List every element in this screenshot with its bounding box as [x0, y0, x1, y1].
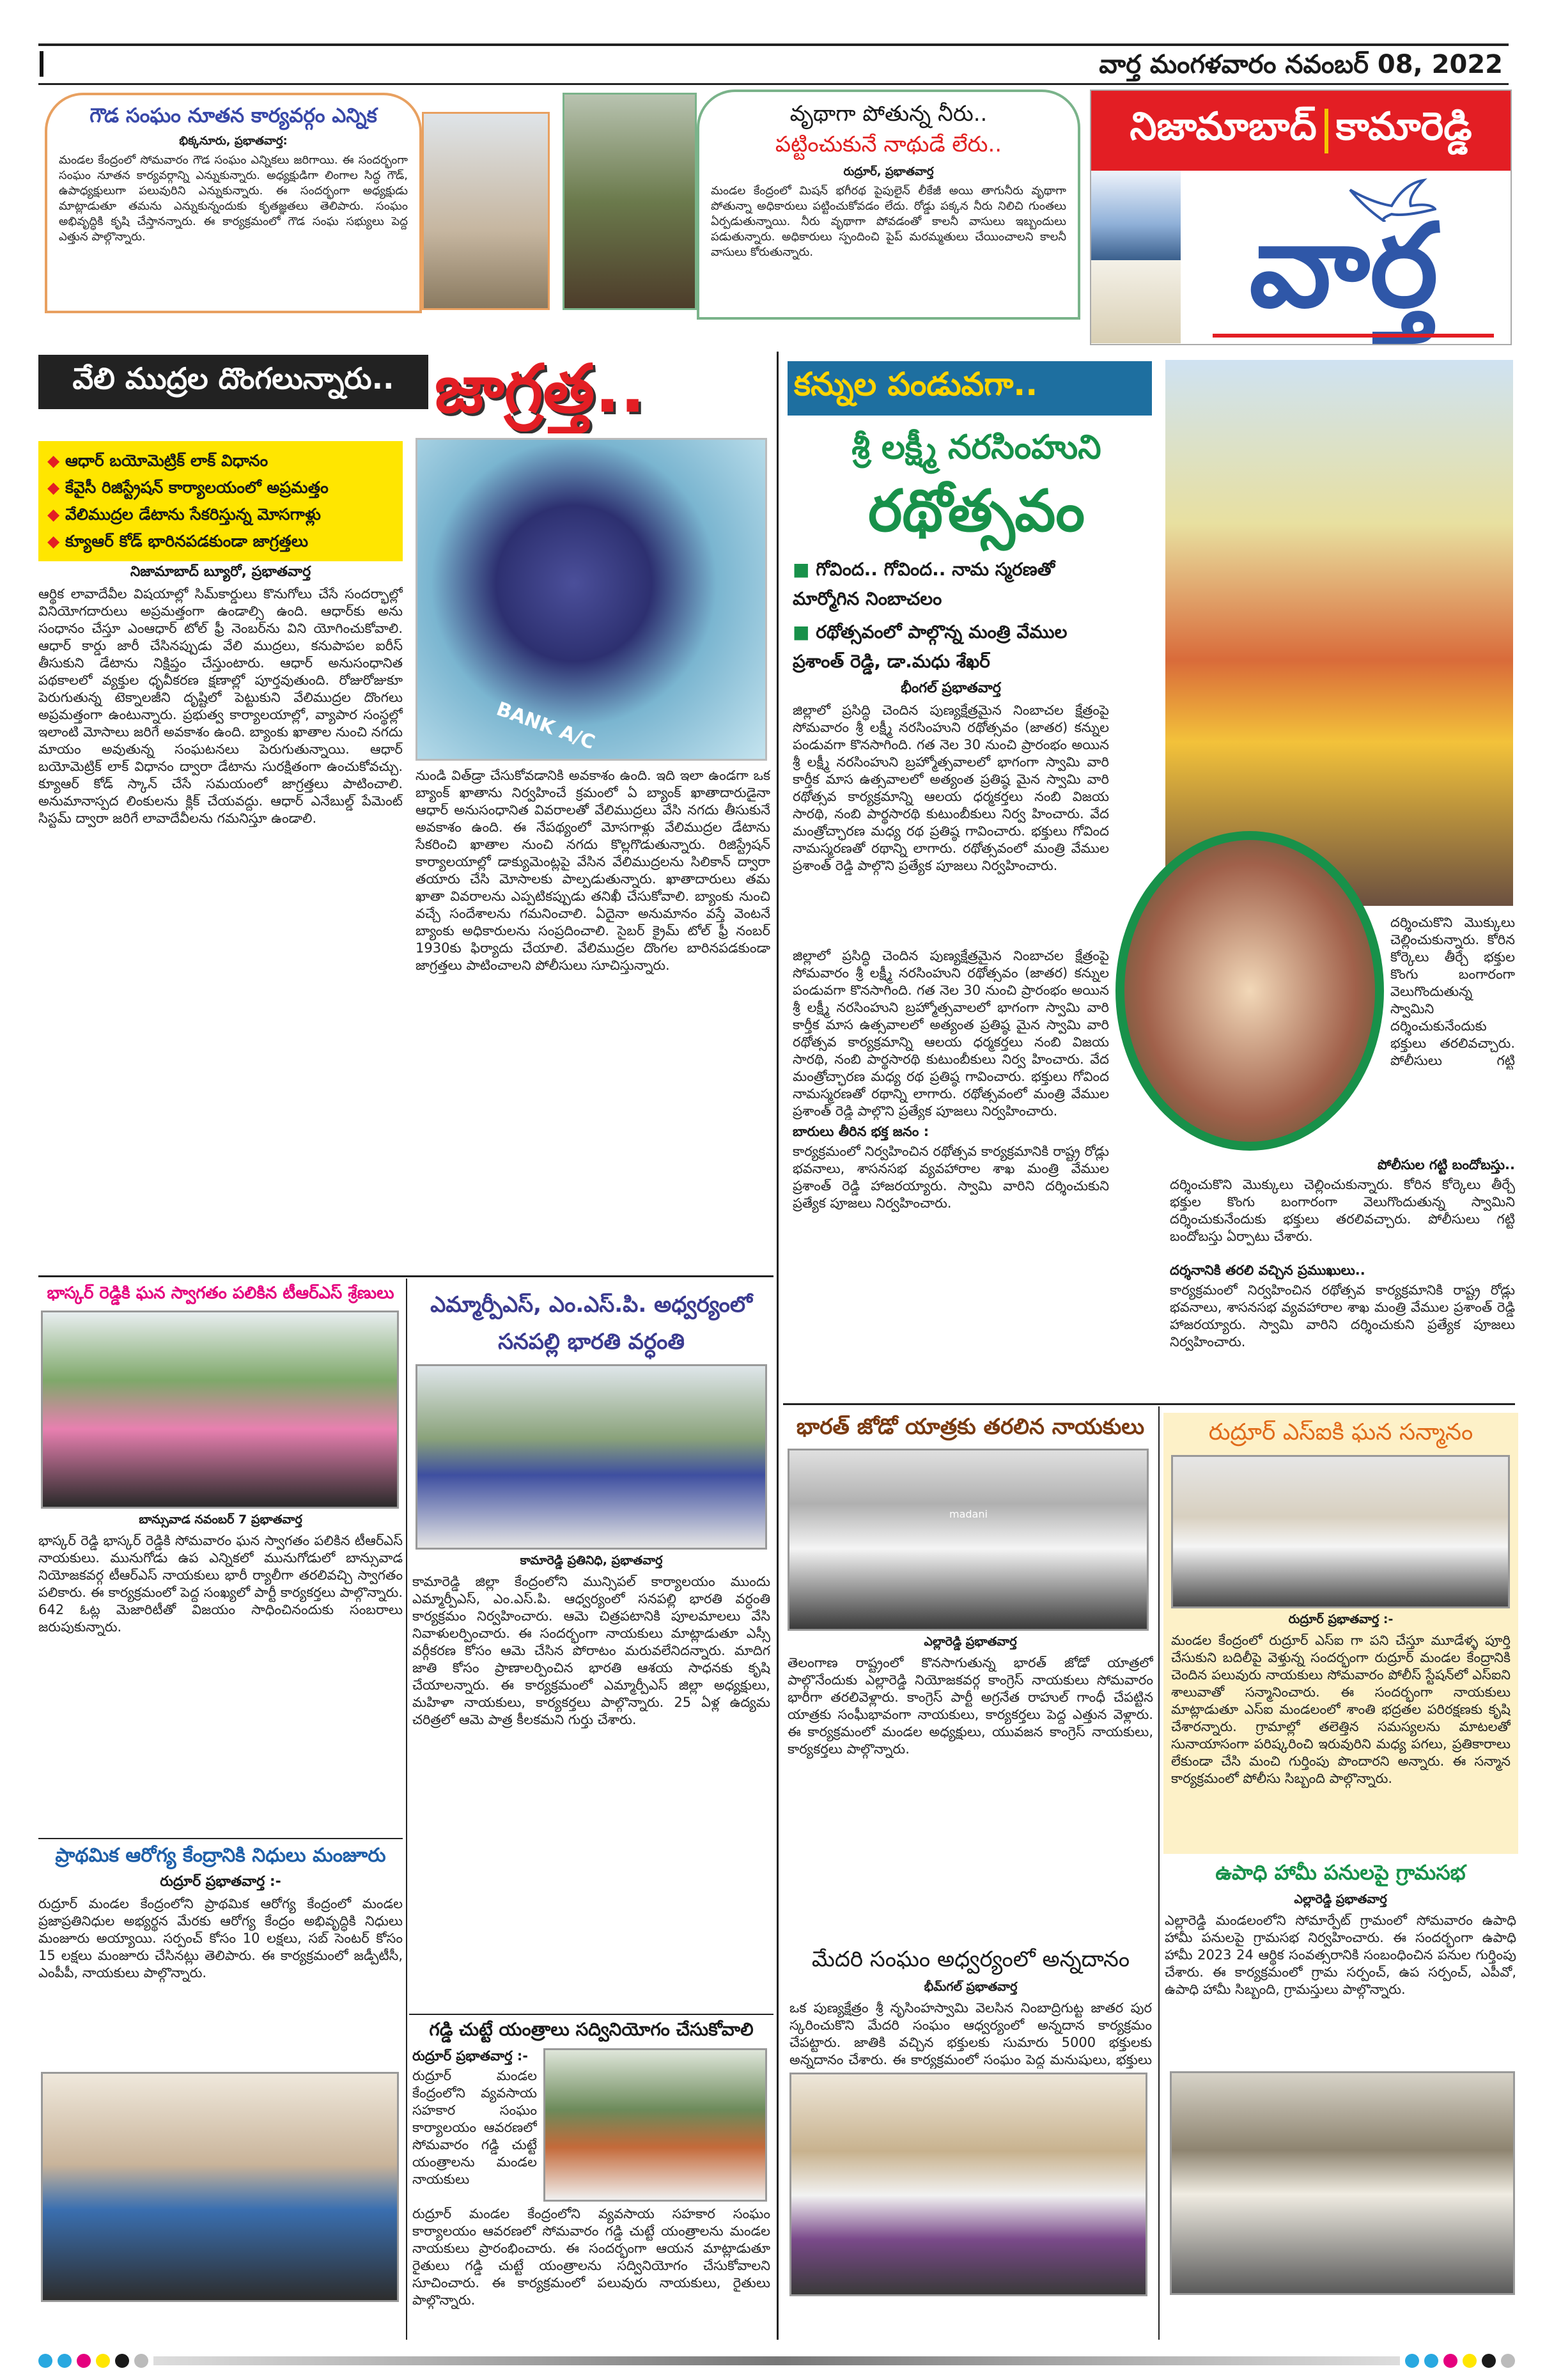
mrps-article — [412, 1286, 770, 2011]
section-rule — [409, 2014, 773, 2015]
rudrur-si-article — [1163, 1413, 1518, 1854]
fort-photo — [1091, 260, 1181, 343]
jodo-article — [788, 1414, 1153, 1941]
square-bullet-icon: ■ — [793, 621, 816, 642]
masthead-separator — [1325, 109, 1328, 153]
festival-body-3: కార్యక్రమంలో నిర్వహించిన రథోత్సవ కార్యక్రమానికి రాష్ట్ర రోడ్లు భవనాలు, శాసనసభ వ్యవహారాల శాఖ మంత్రి వేముల ప్రశాంత్ రెడ్డి హాజరయ్యారు. స్వామి వారిని దర్శించుకుని ప్రత్యేక పూజలు నిర్వహించారు. — [793, 1144, 1109, 1211]
health-dateline: రుద్రూర్ ప్రభాతవార్త :- — [160, 1874, 281, 1890]
gaddi-body-continued: రుద్రూర్ మండల కేంద్రంలోని వ్యవసాయ సహకార సంఘం కార్యాలయం ఆవరణలో సోమవారం గడ్డి చుట్టే యంత్రాలను మండల నాయకులు ప్రారంభించారు. ఈ సందర్భంగా ఆయన మాట్లాడుతూ రైతులు గడ్డి చుట్టే యంత్రాలను సద్వినియోగం చేసుకోవాలని సూచించారు. ఈ కార్యక్రమంలో పలువురు నాయకులు, రైతులు పాల్గొన్నారు. — [412, 2206, 770, 2308]
color-dot — [1424, 2354, 1438, 2368]
column-rule — [1158, 1406, 1160, 2340]
top-rule — [38, 43, 1509, 46]
upadhi-article — [1165, 1860, 1516, 2338]
gaddi-text — [412, 2048, 537, 2202]
festival-bullet: రథోత్సవంలో పాల్గొన్న మంత్రి వేముల ప్రశాంత్ రెడ్డి, డా.మధు శేఖర్ — [793, 621, 1068, 672]
festival-body-4: దర్శించుకొని మొక్కులు చెల్లించుకున్నారు. కోరిన కోర్కెలు తీర్చే భక్తుల కొంగు బంగారంగా వెలుగొందుతున్న స్వామిని దర్శించుకునేందుకు భక్తులు తరలివచ్చారు. పోలీసులు గట్టి బందోబస్తు ఏర్పాటు చేశారు. — [1170, 1177, 1515, 1244]
color-dot — [96, 2354, 110, 2368]
gaddi-photo — [543, 2048, 767, 2202]
festival-subhead: దర్శనానికి తరలి వచ్చిన ప్రముఖులు.. — [1170, 1263, 1365, 1278]
medari-dateline: భీమ్‌గల్ ప్రభాతవార్త — [924, 1980, 1018, 1994]
mrps-photo — [416, 1364, 767, 1550]
health-photo — [41, 2072, 399, 2302]
bhaskar-dateline: బాన్సువాడ నవంబర్ 7 ప్రభాతవార్త — [139, 1513, 302, 1527]
festival-body: జిల్లాలో ప్రసిద్ధి చెందిన పుణ్యక్షేత్రమైన నింబాచల క్షేత్రంపై సోమవారం శ్రీ లక్ష్మీ నరసింహుని రథోత్సవం (జాతర) కన్నుల పండువగా కొనసాగింది. గత నెల 30 నుంచి ప్రారంభం అయిన శ్రీ లక్ష్మీ నరసింహుని బ్రహ్మోత్సవాలలో భాగంగా స్వామి వారి కార్తీక మాస ఉత్సవాలలో అత్యంత ప్రతిష్ఠ మైన స్వామి వారి రథోత్సవ కార్యక్రమాన్ని ఆలయ ధర్మకర్తలు నంబి విజయ సారథి, నంబి పార్థసారథి కుటుంబీకులు నిర్వ హించారు. వేద మంత్రోచ్ఛారణ మధ్య రథ ప్రతిష్ఠ గావించారు. భక్తులు గోవింద నామస్మరణతో రథాన్ని లాగారు. రథోత్సవంలో మంత్రి వేముల ప్రశాంత్ రెడ్డి పాల్గొని ప్రత్యేక పూజలు నిర్వహించారు. — [793, 703, 1109, 873]
section-rule — [38, 1838, 403, 1839]
festival-kicker: కన్నుల పండువగా.. — [788, 361, 1152, 416]
color-dot — [58, 2354, 72, 2368]
color-dot — [38, 2354, 52, 2368]
upadhi-title: ఉపాధి హామీ పనులపై గ్రామసభ — [1215, 1860, 1466, 1885]
festival-bullet: గోవింద.. గోవింద.. నామ స్మరణతో మార్మోగిన నింబాచలం — [793, 559, 1055, 609]
upadhi-dateline: ఎల్లారెడ్డి ప్రభాతవార్త — [1294, 1892, 1387, 1906]
square-bullet-icon: ■ — [793, 559, 816, 580]
gowda-article — [45, 93, 422, 313]
festival-right-col — [1390, 914, 1515, 1151]
festival-title-1: శ్రీ లక్ష్మీ నరసింహుని — [851, 428, 1101, 467]
masthead-district-left: నిజామాబాద్ — [1130, 104, 1317, 149]
jodo-dateline: ఎల్లారెడ్డి ప్రభాతవార్త — [924, 1635, 1017, 1649]
gowda-dateline: భిక్కనూరు, ప్రభాతవార్త: — [179, 134, 288, 148]
color-dot — [77, 2354, 91, 2368]
festival-dateline: భీంగల్ ప్రభాతవార్త — [901, 680, 1001, 696]
section-rule — [783, 1403, 1515, 1405]
lead-body: ఆర్థిక లావాదేవీల విషయాల్లో సిమ్‌కార్డులు కొనుగోలు చేసే సందర్భాల్లో వినియోగదారులు అప్రమత్తంగా ఉండాల్సి ఉంది. ఆధార్‌కు అను సంధానం చేస్తూ ఎంఆధార్ టోల్ ఫ్రీ నెంబర్‌ను విని యోగించుకోవాలి. ఆధార్ కార్డు జారీ చేసినప్పుడు వేలి ముద్రలు, కనుపాపల ఐరీస్ తీసుకుని డేటాను నిక్షిప్తం చేస్తుంటారు. ఆధార్ అనుసంధానిత పథకాలలో వ్యక్తుల ధృవీకరణ క్షణాల్లో పూర్తవుతుంది. రోజురోజుకూ పెరుగుతున్న టెక్నాలజీని దృష్టిలో పెట్టుకుని వేలిముద్రల దొంగలు అప్రమత్తంగా ఉంటున్నారు. ప్రభుత్వ కార్యాలయాల్లో, వ్యాపార సంస్థల్లో ఇలాంటి మోసాలు జరిగే అవకాశం ఉంది. బ్యాంకు ఖాతాల నుంచి నగదు మాయం అవుతున్న సంఘటనలు పెరుగుతున్నాయి. ఆధార్ బయోమెట్రిక్ లాక్ విధానం ద్వారా డేటాను సురక్షితంగా ఉంచుకోవచ్చు. క్యూఆర్ కోడ్ స్కాన్ చేసే సమయంలో జాగ్రత్తలు పాటించాలి. అనుమానాస్పద లింకులను క్లిక్ చేయవద్దు. ఆధార్ ఎనేబుల్డ్ పేమెంట్ సిస్టమ్ ద్వారా జరిగే లావాదేవీలను గమనిస్తూ ఉండాలి. — [38, 586, 403, 826]
grey-ramp — [153, 2356, 1400, 2365]
header-rule — [38, 83, 1509, 85]
gaddi-title: గడ్డి చుట్టే యంత్రాలు సద్వినియోగం చేసుకోవాలి — [429, 2019, 754, 2040]
gowda-title: గౌడ సంఘం నూతన కార్యవర్గం ఎన్నిక — [89, 104, 377, 127]
dateline-header: వార్త మంగళవారం నవంబర్ 08, 2022 — [1099, 50, 1503, 79]
gaddi-article — [412, 2019, 770, 2338]
lead-bullet: ఆధార్ బయోమెట్రిక్ లాక్ విధానం — [65, 451, 268, 470]
page-marker — [40, 51, 43, 77]
bhaskar-photo — [41, 1311, 399, 1509]
gowda-photo — [422, 112, 550, 310]
upadhi-photo — [1170, 2071, 1515, 2295]
column-rule — [406, 1279, 407, 2340]
gaddi-body: రుద్రూర్ మండల కేంద్రంలోని వ్యవసాయ సహకార సంఘం కార్యాలయం ఆవరణలో సోమవారం గడ్డి చుట్టే యంత్రాలను మండల నాయకులు — [412, 2068, 537, 2187]
jodo-photo — [788, 1449, 1149, 1631]
rudrur-si-dateline: రుద్రూర్ ప్రభాతవార్త :- — [1288, 1612, 1394, 1626]
water-article — [697, 89, 1080, 320]
medari-photo — [789, 2073, 1147, 2296]
health-body: రుద్రూర్ మండల కేంద్రంలోని ప్రాథమిక ఆరోగ్య కేంద్రంలో మండల ప్రజాప్రతినిధుల అభ్యర్థన మేరకు ఆరోగ్య కేంద్రం అభివృద్ధికి నిధులు మంజూరు అయ్యాయి. సర్పంచ్ కోసం 10 లక్షలు, సబ్ సెంటర్ కోసం 15 లక్షలు మంజూరు చేసినట్లు తెలిపారు. ఈ కార్యక్రమంలో జడ్పీటీసీ, ఎంపీపీ, నాయకులు పాల్గొన్నారు. — [38, 1896, 403, 1980]
lead-bullet: క్యూఆర్ కోడ్ భారినపడకుండా జాగ్రత్తలు — [65, 532, 309, 550]
festival-bullets — [793, 555, 1109, 676]
lead-body-continued: నుండి విత్‌డ్రా చేసుకోవడానికి అవకాశం ఉంది. ఇది ఇలా ఉండగా ఒక బ్యాంక్ ఖాతాను నిర్వహించే క్రమంలో ఏ బ్యాంక్ ఖాతాదారుడైనా ఆధార్ అనుసంధానిత వివరాలతో వేలిముద్రలు వేసి నగదు తీసుకునే అవకాశం ఉంది. ఈ నేపథ్యంలో మోసగాళ్లు వేలిముద్రల డేటాను సేకరించి ఖాతాల నుంచి నగదు కొల్లగొడుతున్నారు. రిజిస్ట్రేషన్ కార్యాలయాల్లో డాక్యుమెంట్లపై వేసిన వేలిముద్రలను సిలికాన్ ద్వారా తయారు చేసి మోసాలకు పాల్పడుతున్నారు. ఖాతాదారులు తమ ఖాతా వివరాలను ఎప్పటికప్పుడు తనిఖీ చేసుకోవాలి. బ్యాంకు నుంచి వచ్చే సందేశాలను గమనించాలి. ఏదైనా అనుమానం వస్తే వెంటనే బ్యాంకు అధికారులను సంప్రదించాలి. సైబర్ క్రైమ్ టోల్ ఫ్రీ నంబర్ 1930కు ఫిర్యాదు చేయాలి. వేలిముద్రల దొంగల బారినపడకుండా జాగ్రత్తలు పాటించాలని పోలీసులు సూచిస్తున్నారు. — [416, 768, 770, 973]
rudrur-si-photo — [1171, 1455, 1510, 1608]
diamond-icon: ◆ — [47, 478, 65, 497]
bhaskar-title: భాస్కర్ రెడ్డికి ఘన స్వాగతం పలికిన టీఆర్ఎస్ శ్రేణులు — [47, 1284, 394, 1303]
jodo-title: భారత్ జోడో యాత్రకు తరలిన నాయకులు — [796, 1414, 1145, 1440]
lead-bullets — [38, 441, 403, 561]
gaddi-dateline: రుద్రూర్ ప్రభాతవార్త :- — [412, 2048, 529, 2064]
bank-ac-label: BANK A/C — [493, 697, 598, 754]
festival-body-5: కార్యక్రమంలో నిర్వహించిన రథోత్సవ కార్యక్రమానికి రాష్ట్ర రోడ్లు భవనాలు, శాసనసభ వ్యవహారాల శాఖ మంత్రి వేముల ప్రశాంత్ రెడ్డి హాజరయ్యారు. స్వామి వారిని దర్శించుకుని ప్రత్యేక పూజలు నిర్వహించారు. — [1170, 1282, 1515, 1349]
gowda-body: మండల కేంద్రంలో సోమవారం గౌడ సంఘం ఎన్నికలు జరిగాయి. ఈ సందర్భంగా సంఘం నూతన కార్యవర్గాన్ని ఎన్నుకున్నారు. అధ్యక్షుడిగా లింగాల సిద్ధ గౌడ్, ఉపాధ్యక్షులుగా పలువురిని ఎన్నుకున్నారు. ఈ సందర్భంగా అధ్యక్షుడు మాట్లాడుతూ తమను ఎన్నుకున్నందుకు కృతజ్ఞతలు తెలిపారు. సంఘం అభివృద్ధికి కృషి చేస్తానన్నారు. ఈ కార్యక్రమంలో గౌడ సంఘ సభ్యులు పెద్ద ఎత్తున పాల్గొన్నారు. — [59, 153, 408, 244]
color-dot — [1501, 2354, 1515, 2368]
column-rule — [777, 352, 779, 2340]
festival-body-continued: జిల్లాలో ప్రసిద్ధి చెందిన పుణ్యక్షేత్రమైన నింబాచల క్షేత్రంపై సోమవారం శ్రీ లక్ష్మీ నరసింహుని రథోత్సవం (జాతర) కన్నుల పండువగా కొనసాగింది. గత నెల 30 నుంచి ప్రారంభం అయిన శ్రీ లక్ష్మీ నరసింహుని బ్రహ్మోత్సవాలలో భాగంగా స్వామి వారి కార్తీక మాస ఉత్సవాలలో అత్యంత ప్రతిష్ఠ మైన స్వామి వారి రథోత్సవ కార్యక్రమాన్ని ఆలయ ధర్మకర్తలు నంబి విజయ సారథి, నంబి పార్థసారథి కుటుంబీకులు నిర్వ హించారు. వేద మంత్రోచ్ఛారణ మధ్య రథ ప్రతిష్ఠ గావించారు. భక్తులు గోవింద నామస్మరణతో రథాన్ని లాగారు. రథోత్సవంలో మంత్రి వేముల ప్రశాంత్ రెడ్డి పాల్గొని ప్రత్యేక పూజలు నిర్వహించారు. — [793, 948, 1109, 1119]
water-body: మండల కేంద్రంలో మిషన్ భగీరథ పైపులైన్ లీకేజీ అయి తాగునీరు వృథాగా పోతున్నా అధికారులు పట్టించుకోవడం లేదు. రోడ్డు పక్కన నీరు నిలిచి గుంతలు ఏర్పడుతున్నాయి. నీరు వృథాగా పోవడంతో కాలనీ వాసులు ఇబ్బందులు పడుతున్నారు. అధికారులు స్పందించి పైప్ మరమ్మతులు చేయించాలని కాలనీ వాసులు కోరుతున్నారు. — [711, 184, 1066, 259]
health-article — [38, 1844, 403, 2340]
upadhi-body: ఎల్లారెడ్డి మండలంలోని సోమార్పేట్ గ్రామంలో సోమవారం ఉపాధి హామీ పనులపై గ్రామసభ నిర్వహించారు. ఈ సందర్భంగా ఉపాధి హామీ 2023 24 ఆర్థిక సంవత్సరానికి సంబంధించిన పనుల గుర్తింపు చేశారు. ఈ కార్యక్రమంలో గ్రామ సర్పంచ్, ఉప సర్పంచ్, ఎపీవో, ఉపాధి హామీ సిబ్బంది, గ్రామస్తులు పాల్గొన్నారు. — [1165, 1913, 1516, 1997]
color-dot — [1405, 2354, 1419, 2368]
lead-dateline: నిజామాబాద్ బ్యూరో, ప్రభాతవార్త — [130, 564, 311, 580]
water-title-1: వృథాగా పోతున్న నీరు.. — [789, 101, 988, 127]
lead-headline: జాగ్రత్త.. — [435, 350, 646, 428]
mrps-body: కామారెడ్డి జిల్లా కేంద్రంలోని మున్సిపల్ కార్యాలయం ముందు ఎమ్మార్పీఎస్, ఎం.ఎస్.పి. ఆధ్వర్యంలో సనపల్లి భారతి వర్ధంతి కార్యక్రమం నిర్వహించారు. ఆమె చిత్రపటానికి పూలమాలలు వేసి నివాళులర్పించారు. ఈ సందర్భంగా నాయకులు మాట్లాడుతూ ఎస్సీ వర్గీకరణ కోసం ఆమె చేసిన పోరాటం మరువలేనిదన్నారు. మాదిగ జాతి కోసం ప్రాణాలర్పించిన భారతి ఆశయ సాధనకు కృషి చేయాలన్నారు. ఈ కార్యక్రమంలో ఎమ్మార్పీఎస్ జిల్లా అధ్యక్షులు, మహిళా నాయకులు, కార్యకర్తలు పాల్గొన్నారు. 25 ఏళ్ల ఉద్యమ చరిత్రలో ఆమె పాత్ర కీలకమని గుర్తు చేశారు. — [412, 1574, 770, 1727]
festival-subhead: పోలీసుల గట్టి బందోబస్తు.. — [1377, 1157, 1515, 1172]
bhaskar-article — [38, 1284, 403, 1833]
bhaskar-body: భాస్కర్ రెడ్డి భాస్కర్ రెడ్డికి సోమవారం ఘన స్వాగతం పలికిన టీఆర్ఎస్ నాయకులు. మునుగోడు ఉప ఎన్నికలో మునుగోడులో బాన్సువాడ నియోజకవర్గ టీఆర్ఎస్ నాయకులు భారీ ర్యాలీగా తరలివచ్చి స్వాగతం పలికారు. ఈ కార్యక్రమంలో పెద్ద సంఖ్యలో పార్టీ కార్యకర్తలు పాల్గొన్నారు. 642 ఓట్ల మెజారిటీతో విజయం సాధించినందుకు సంబరాలు జరుపుకున్నారు. — [38, 1533, 403, 1635]
rudrur-si-body: మండల కేంద్రంలో రుద్రూర్ ఎస్ఐ గా పని చేస్తూ మూడేళ్ళ పూర్తి చేసుకుని బదిలీపై వెళ్తున్న సందర్భంగా రుద్రూర్ మండల కేంద్రానికి చెందిన పలువురు నాయకులు సోమవారం పోలీస్ స్టేషన్‌లో ఎస్ఐని శాలువాతో సన్మానించారు. ఈ సందర్భంగా నాయకులు మాట్లాడుతూ ఎస్ఐ మండలంలో శాంతి భద్రతల పరిరక్షణకు కృషి చేశారన్నారు. గ్రామాల్లో తలెత్తిన సమస్యలను మాటలతో సునాయాసంగా పరిష్కరించి ఇరువురిని మధ్య పగలు, ప్రతికారాలు లేకుండా చేసి మంచి గుర్తింపు పొందారని అన్నారు. ఈ సన్మాన కార్యక్రమంలో పోలీసు సిబ్బంది పాల్గొన్నారు. — [1171, 1633, 1511, 1786]
section-rule — [38, 1275, 773, 1277]
water-dateline: రుద్రూర్, ప్రభాతవార్త — [843, 165, 934, 178]
color-dot — [1482, 2354, 1496, 2368]
diamond-icon: ◆ — [47, 505, 65, 524]
lead-kicker: వేలి ముద్రల దొంగలున్నారు.. — [38, 355, 428, 409]
lead-illustration — [416, 438, 767, 761]
jodo-photo-watermark: madani — [949, 1508, 988, 1520]
water-photo — [563, 93, 697, 310]
lead-text-col — [38, 441, 403, 1269]
lead-bullet: కేవైసీ రిజిస్ట్రేషన్ కార్యాలయంలో అప్రమత్తం — [65, 478, 329, 497]
color-dot — [134, 2354, 148, 2368]
color-dot — [1443, 2354, 1457, 2368]
medari-body: ఒక పుణ్యక్షేత్రం శ్రీ నృసింహస్వామి వెలసిన నింబాద్రిగుట్ట జాతర పుర స్కరించుకొని మేదరి సంఘం ఆధ్వర్యంలో అన్నదాన కార్యక్రమం చేపట్టారు. జాతికి వచ్చిన భక్తులకు సుమారు 5000 భక్తులకు అన్నదానం చేశారు. ఈ కార్యక్రమంలో సంఘం పెద్ద మనుషులు, భక్తులు — [789, 2000, 1152, 2067]
diamond-icon: ◆ — [47, 451, 65, 470]
logo-underline — [1213, 334, 1494, 338]
masthead-district-right: కామారెడ్డి — [1335, 104, 1472, 149]
medari-title: మేదరి సంఘం అధ్వర్యంలో అన్నదానం — [811, 1947, 1130, 1972]
festival-title-2: రథోత్సవం — [867, 478, 1085, 545]
festival-text-4 — [1170, 1157, 1515, 1400]
color-dot — [115, 2354, 129, 2368]
rudrur-si-title: రుద్రూర్ ఎస్ఐకి ఘన సన్మానం — [1208, 1419, 1473, 1445]
mrps-title: ఎమ్మార్పీఎస్, ఎం.ఎస్.పి. అధ్వర్యంలో సనపల్లి భారతి వర్ధంతి — [430, 1292, 752, 1355]
festival-body-right: దర్శించుకొని మొక్కులు చెల్లించుకున్నారు. కోరిన కోర్కెలు తీర్చే భక్తుల కొంగు బంగారంగా వెలుగొందుతున్న స్వామిని దర్శించుకునేందుకు భక్తులు తరలివచ్చారు. పోలీసులు గట్టి — [1390, 915, 1515, 1068]
temple-photo — [1091, 171, 1181, 260]
jodo-body: తెలంగాణ రాష్ట్రంలో కొనసాగుతున్న భారత్ జోడో యాత్రలో పాల్గొనేందుకు ఎల్లారెడ్డి నియోజకవర్గ కాంగ్రెస్ నాయకులు సోమవారం భారీగా తరలివెళ్లారు. కాంగ్రెస్ పార్టీ అగ్రనేత రాహుల్ గాంధీ చేపట్టిన యాత్రకు సంఘీభావంగా నాయకులు, కార్యకర్తలు పెద్ద ఎత్తున వెళ్లారు. ఈ కార్యక్రమంలో మండల అధ్యక్షులు, యువజన కాంగ్రెస్ నాయకులు, కార్యకర్తలు పాల్గొన్నారు. — [788, 1655, 1153, 1757]
footer-registration-bar — [38, 2353, 1515, 2369]
medari-article — [789, 1947, 1152, 2338]
diamond-icon: ◆ — [47, 532, 65, 550]
minister-photo — [1115, 831, 1384, 1151]
lead-bullet: వేలిముద్రల డేటాను సేకరిస్తున్న మోసగాళ్లు — [65, 505, 321, 524]
masthead — [1090, 89, 1512, 345]
mrps-dateline: కామారెడ్డి ప్రతినిధి, ప్రభాతవార్త — [520, 1553, 663, 1567]
health-title: ప్రాథమిక ఆరోగ్య కేంద్రానికి నిధులు మంజూరు — [55, 1844, 386, 1867]
chariot-photo — [1163, 358, 1515, 908]
festival-subhead: బారులు తీరిన భక్త జనం : — [793, 1124, 929, 1139]
festival-text — [793, 422, 1160, 1397]
water-title-2: పట్టించుకునే నాథుడే లేరు.. — [775, 132, 1002, 157]
color-dot — [1463, 2354, 1477, 2368]
masthead-logo: వార్త — [1249, 199, 1438, 333]
